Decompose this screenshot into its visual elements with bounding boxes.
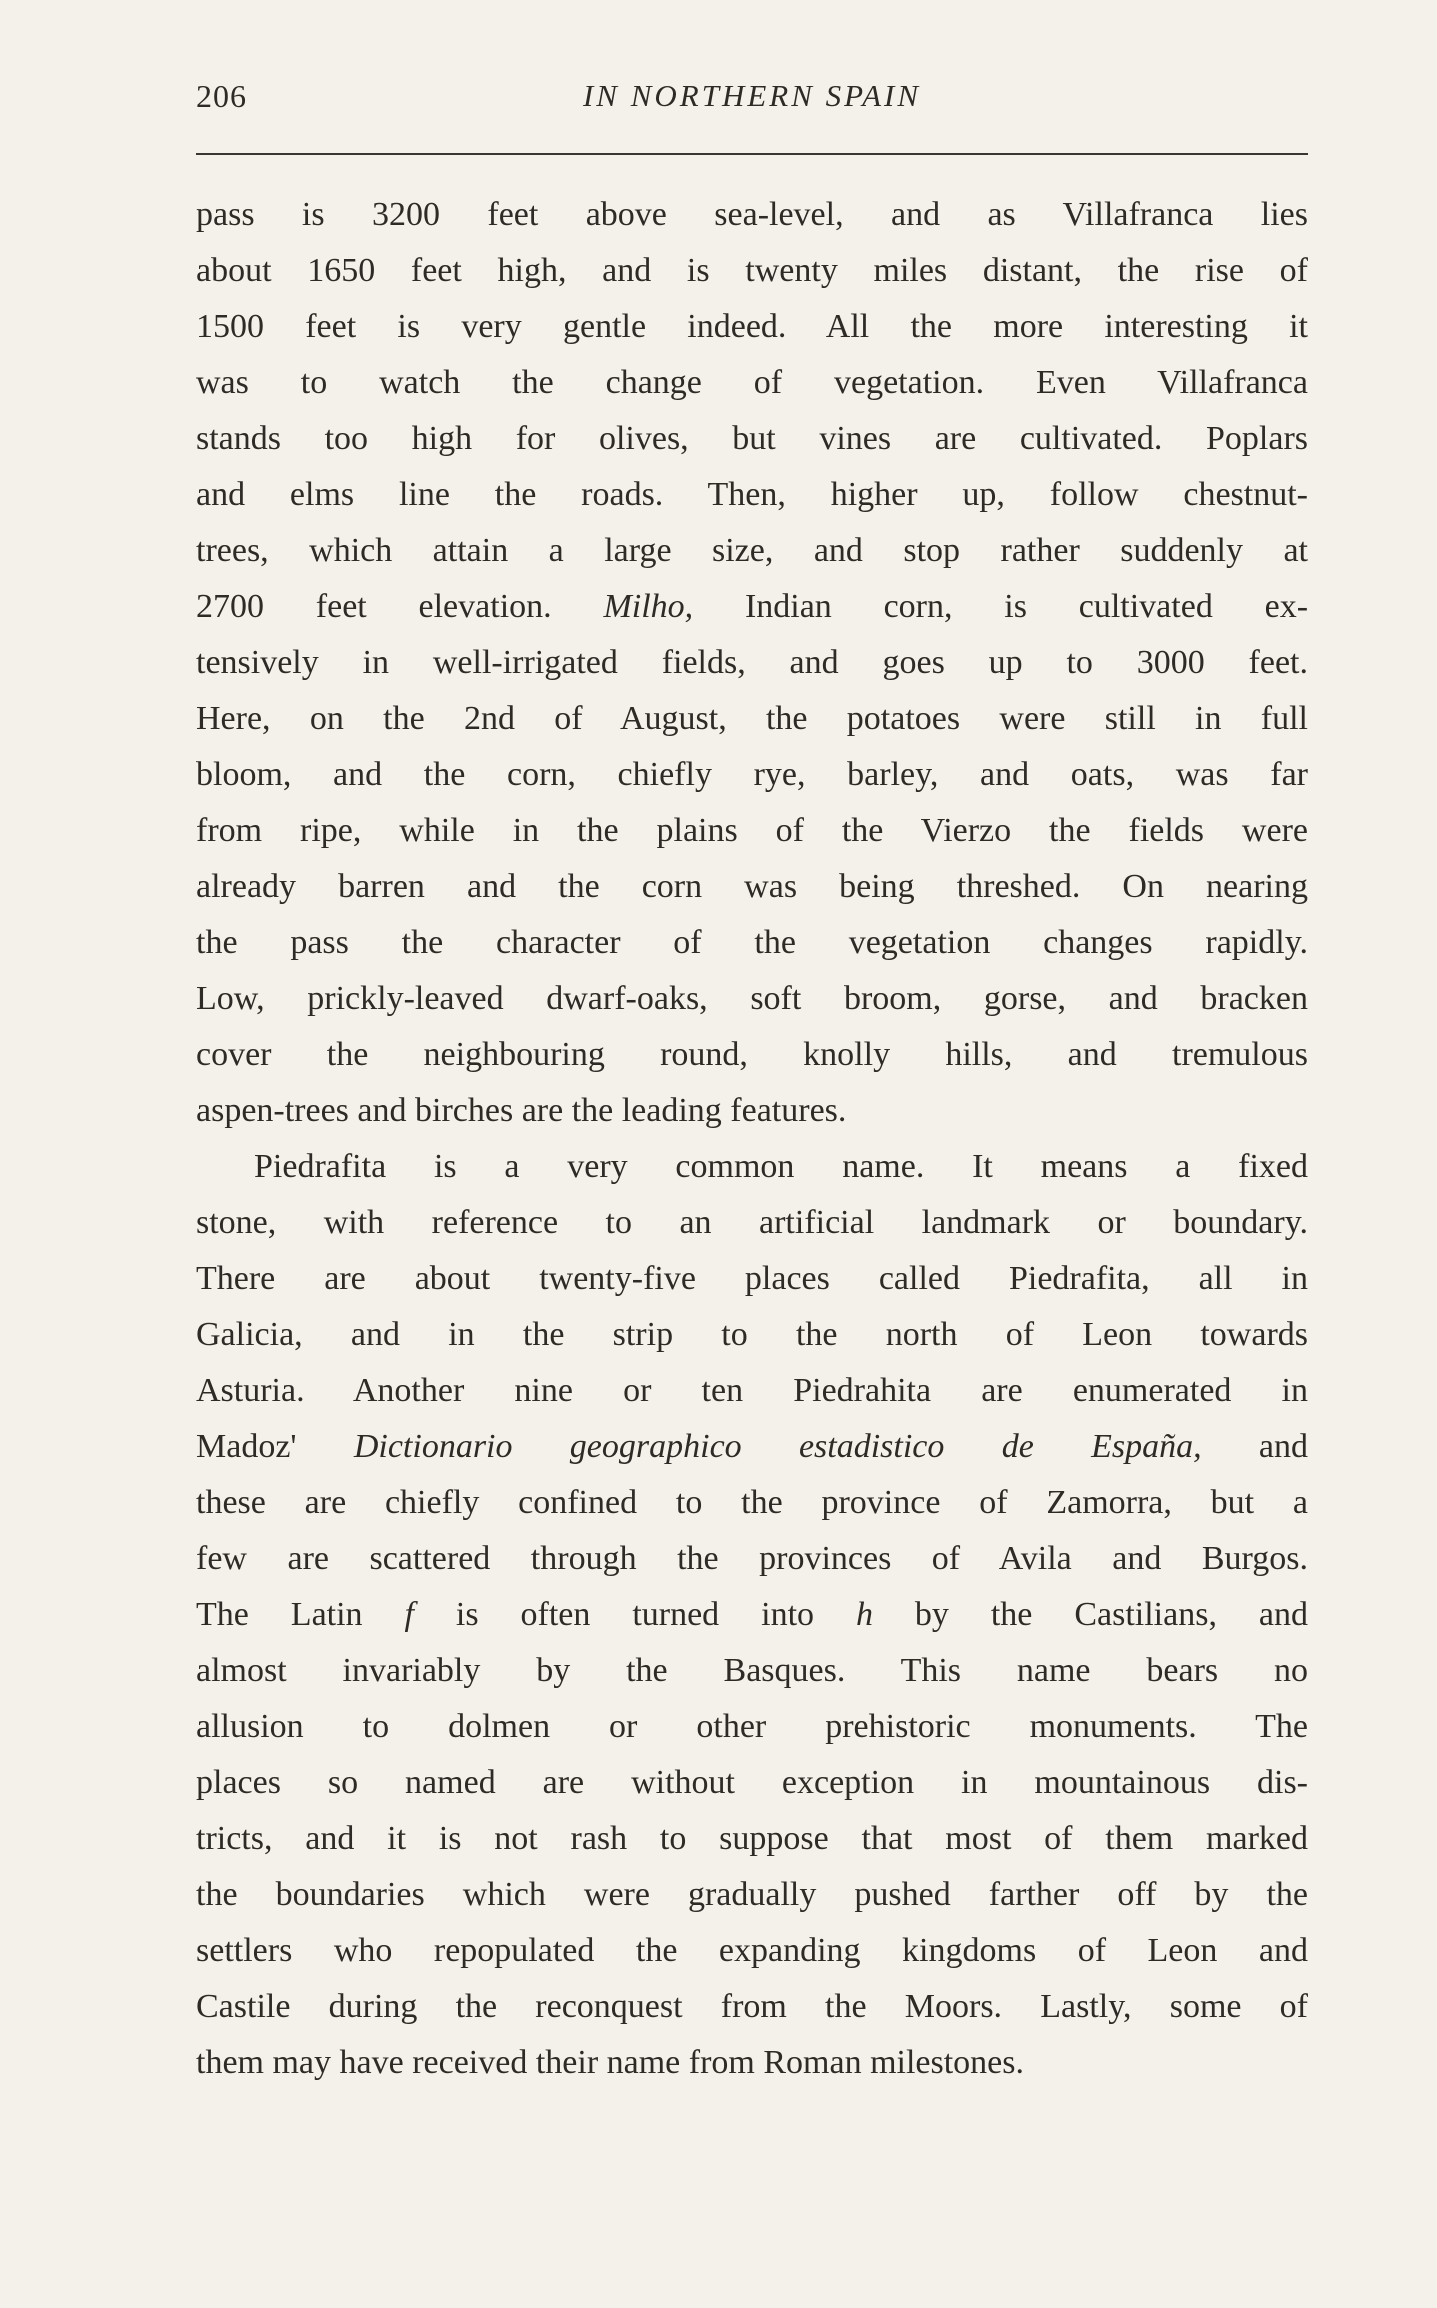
text-run: Indian corn, is cultivated ex- (693, 588, 1308, 625)
text-line: allusion to dolmen or other prehistoric monuments. The (196, 1708, 1308, 1745)
text-line: these are chiefly confined to the province of Zamorra, but a (196, 1484, 1308, 1521)
text-line: was to watch the change of vegetation. Even Villafranca (196, 364, 1308, 401)
text-line: the pass the character of the vegetation changes rapidly. (196, 924, 1308, 961)
page-header (196, 78, 1308, 130)
text-line (196, 1587, 1308, 1643)
text-line: There are about twenty-five places called Piedrafita, all in (196, 1260, 1308, 1297)
text-line (196, 1419, 1308, 1475)
italic-term: Milho, (603, 588, 694, 625)
text-line: settlers who repopulated the expanding kingdoms of Leon and (196, 1932, 1308, 1969)
text-line: tricts, and it is not rash to suppose that most of them marked (196, 1820, 1308, 1857)
text-line: Asturia. Another nine or ten Piedrahita are enumerated in (196, 1372, 1308, 1409)
text-line: Galicia, and in the strip to the north of Leon towards (196, 1316, 1308, 1353)
text-line: stone, with reference to an artificial landmark or boundary. (196, 1204, 1308, 1241)
text-line: Here, on the 2nd of August, the potatoes were still in full (196, 700, 1308, 737)
text-line (196, 579, 1308, 635)
text-line: from ripe, while in the plains of the Vierzo the fields were (196, 812, 1308, 849)
text-line: stands too high for olives, but vines are cultivated. Poplars (196, 420, 1308, 457)
paragraph-end-line: them may have received their name from Roman milestones. (196, 2044, 1025, 2081)
text-run: Madoz' (196, 1428, 354, 1465)
header-rule (196, 153, 1308, 155)
text-line: cover the neighbouring round, knolly hills, and tremulous (196, 1036, 1308, 1073)
text-line: Low, prickly-leaved dwarf-oaks, soft broom, gorse, and bracken (196, 980, 1308, 1017)
text-run: The Latin (196, 1596, 405, 1633)
italic-letter: f (404, 1596, 414, 1633)
text-line: bloom, and the corn, chiefly rye, barley, and oats, was far (196, 756, 1308, 793)
running-title: IN NORTHERN SPAIN (582, 78, 922, 113)
text-line: Castile during the reconquest from the Moors. Lastly, some of (196, 1988, 1308, 2025)
text-line: 1500 feet is very gentle indeed. All the more interesting it (196, 308, 1308, 345)
text-line: the boundaries which were gradually pushed farther off by the (196, 1876, 1308, 1913)
text-line: almost invariably by the Basques. This name bears no (196, 1652, 1308, 1689)
italic-letter: h (855, 1596, 873, 1633)
text-line: places so named are without exception in mountainous dis- (196, 1764, 1308, 1801)
text-line: already barren and the corn was being threshed. On nearing (196, 868, 1308, 905)
text-line: few are scattered through the provinces of Avila and Burgos. (196, 1540, 1308, 1577)
text-run: and (1201, 1428, 1308, 1465)
body-text (196, 187, 1308, 2091)
text-line: about 1650 feet high, and is twenty miles distant, the rise of (196, 252, 1308, 289)
text-line: and elms line the roads. Then, higher up, follow chestnut- (196, 476, 1308, 513)
text-line: tensively in well-irrigated fields, and goes up to 3000 feet. (196, 644, 1308, 681)
paragraph-end-line: aspen-trees and birches are the leading features. (196, 1092, 847, 1129)
text-line: pass is 3200 feet above sea-level, and as Villafranca lies (196, 196, 1308, 233)
paragraph-first-line: Piedrafita is a very common name. It means a fixed (254, 1148, 1308, 1185)
text-run: is often turned into (413, 1596, 856, 1633)
text-line: trees, which attain a large size, and stop rather suddenly at (196, 532, 1308, 569)
italic-title: Dictionario geographico estadistico de España, (353, 1428, 1202, 1465)
text-run: 2700 feet elevation. (196, 588, 604, 625)
page-number: 206 (196, 78, 247, 114)
text-run: by the Castilians, and (872, 1596, 1308, 1633)
